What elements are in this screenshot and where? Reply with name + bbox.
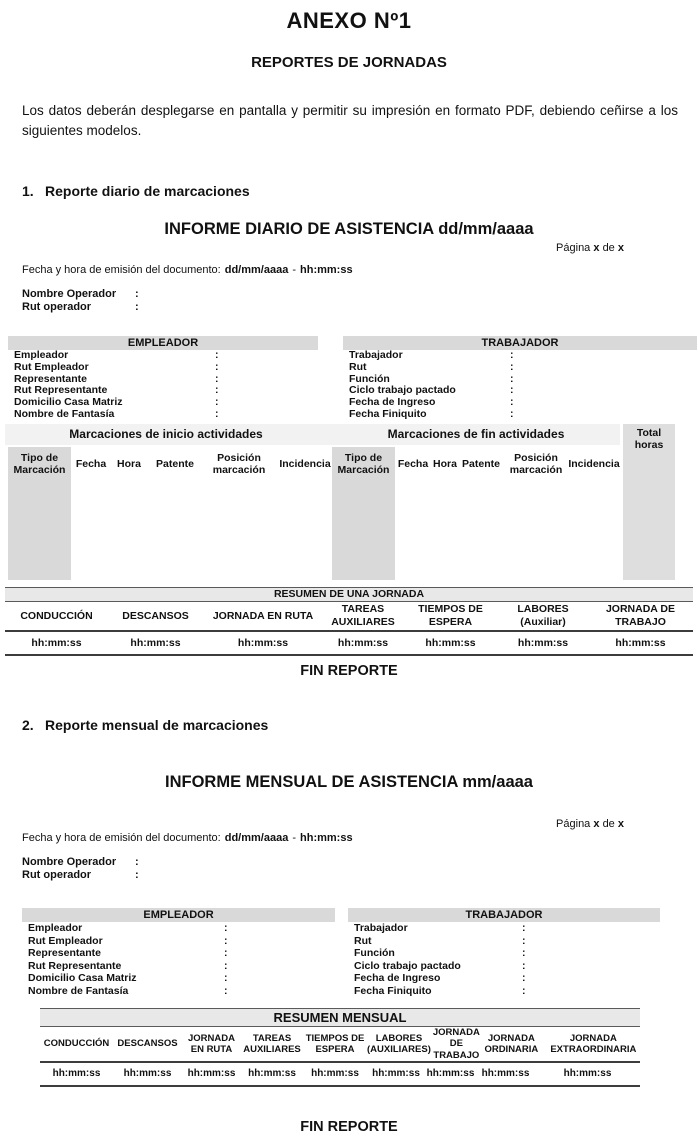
field-row <box>348 985 660 998</box>
value-cell: hh:mm:ss <box>426 1068 475 1079</box>
emission-label: Fecha y hora de emisión del documento: <box>22 832 221 844</box>
field-label: Ciclo trabajo pactado <box>349 384 456 397</box>
field-row <box>22 960 335 973</box>
colon: : <box>224 984 228 997</box>
section1-emission-line <box>22 264 353 276</box>
colon: : <box>224 959 228 972</box>
emission-time: hh:mm:ss <box>300 832 353 844</box>
colon: : <box>522 947 526 959</box>
column-header: CONDUCCIÓN <box>43 1038 110 1050</box>
field-label: Fecha Finiquito <box>354 984 432 997</box>
column-header-fecha: Fecha <box>397 457 429 470</box>
colon: : <box>510 360 514 373</box>
section2-emission-line <box>22 832 353 844</box>
colon: : <box>224 972 228 984</box>
value-cell: hh:mm:ss <box>248 1068 296 1079</box>
field-label: Rut Empleador <box>14 360 89 373</box>
value-cell: hh:mm:ss <box>372 1068 420 1079</box>
field-label: Rut Representante <box>28 959 122 972</box>
trabajador-panel-title: TRABAJADOR <box>348 908 660 922</box>
column-header: TIEMPOS DE ESPERA <box>418 603 483 628</box>
field-row <box>343 350 697 362</box>
column-header: JORNADA DE TRABAJO <box>605 603 676 628</box>
section2-heading <box>22 717 268 733</box>
colon: : <box>522 922 526 934</box>
field-row <box>8 409 318 421</box>
field-label: Ciclo trabajo pactado <box>354 959 461 972</box>
field-row <box>348 972 660 985</box>
field-label: Fecha Finiquito <box>349 407 427 420</box>
trabajador-panel <box>348 908 660 997</box>
trabajador-panel-title: TRABAJADOR <box>343 336 697 350</box>
operator-rut-label: Rut operador <box>22 869 92 881</box>
intro-paragraph: Los datos deberán desplegarse en pantalla y permitir su impresión en formato PDF, debiendo ceñirse a los siguientes modelos. <box>22 103 678 138</box>
section1-report-title: INFORME DIARIO DE ASISTENCIA dd/mm/aaaa <box>164 220 534 238</box>
operator-name-label: Nombre Operador <box>22 856 117 868</box>
field-label: Rut <box>349 360 367 373</box>
column-header-fecha: Fecha <box>75 457 107 470</box>
colon: : <box>522 959 526 972</box>
value-cell: hh:mm:ss <box>311 1068 359 1079</box>
page-number: x <box>593 818 600 830</box>
field-row <box>22 985 335 998</box>
field-label: Domicilio Casa Matriz <box>14 396 123 409</box>
section1-pagination <box>556 242 624 254</box>
value-cell: hh:mm:ss <box>481 1068 530 1079</box>
section1-operator-block <box>22 288 139 314</box>
resumen-jornada-title: RESUMEN DE UNA JORNADA <box>5 587 693 602</box>
colon: : <box>215 372 219 385</box>
field-label: Empleador <box>14 349 69 361</box>
colon: : <box>215 396 219 409</box>
colon: : <box>510 372 514 385</box>
page-number: x <box>593 242 600 254</box>
field-label: Rut <box>354 934 372 947</box>
column-header: TAREAS AUXILIARES <box>331 603 395 628</box>
field-row <box>22 972 335 985</box>
column-header: JORNADA EN RUTA <box>188 1032 235 1055</box>
colon: : <box>522 972 526 984</box>
pagina-label: Página <box>556 818 591 830</box>
field-label: Domicilio Casa Matriz <box>28 972 137 984</box>
field-label: Nombre de Fantasía <box>14 407 115 420</box>
colon: : <box>224 922 228 934</box>
resumen-mensual-table <box>40 1008 640 1087</box>
field-row <box>348 960 660 973</box>
resumen-jornada-values-row <box>5 632 693 656</box>
colon: : <box>224 934 228 947</box>
section1-heading-label: Reporte diario de marcaciones <box>45 183 250 199</box>
marcaciones-table <box>5 424 695 580</box>
value-cell: hh:mm:ss <box>52 1068 101 1079</box>
field-row <box>22 935 335 948</box>
empleador-panel-title: EMPLEADOR <box>8 336 318 350</box>
de-label: de <box>602 242 615 254</box>
colon: : <box>135 869 139 881</box>
column-header: JORNADA EN RUTA <box>212 609 314 622</box>
colon: : <box>215 360 219 373</box>
tipo-marcacion-column-inicio: Tipo de Marcación <box>8 447 71 580</box>
colon: : <box>510 384 514 397</box>
column-header-hora: Hora <box>433 457 457 470</box>
page-total: x <box>617 818 624 830</box>
resumen-mensual-values-row <box>40 1063 640 1087</box>
value-cell: hh:mm:ss <box>337 636 389 649</box>
section1-heading <box>22 183 250 199</box>
column-header: LABORES (AUXILIARES) <box>367 1032 431 1055</box>
operator-rut-row <box>22 869 139 882</box>
section2-operator-block <box>22 856 139 882</box>
total-horas-column: Total horas <box>623 424 675 580</box>
section2-number: 2. <box>22 717 34 733</box>
empleador-panel <box>8 336 318 421</box>
colon: : <box>522 934 526 947</box>
value-cell: hh:mm:ss <box>425 636 476 649</box>
field-row <box>343 362 697 374</box>
field-label: Empleador <box>28 922 83 934</box>
resumen-mensual-title: RESUMEN MENSUAL <box>40 1008 640 1027</box>
empleador-panel <box>22 908 335 997</box>
field-row <box>22 947 335 960</box>
emission-date: dd/mm/aaaa <box>224 264 289 276</box>
operator-name-label: Nombre Operador <box>22 288 117 300</box>
resumen-jornada-table <box>5 587 693 656</box>
value-cell: hh:mm:ss <box>31 636 82 649</box>
field-row <box>22 922 335 935</box>
column-header: DESCANSOS <box>117 1038 178 1050</box>
marcaciones-inicio-title: Marcaciones de inicio actividades <box>69 427 263 441</box>
resumen-mensual-header-row <box>40 1027 640 1063</box>
column-header: JORNADA EXTRAORDINARIA <box>550 1032 637 1055</box>
colon: : <box>215 384 219 397</box>
emission-time: hh:mm:ss <box>300 264 353 276</box>
field-label: Rut Empleador <box>28 934 103 947</box>
colon: : <box>510 407 514 420</box>
colon: : <box>215 407 219 420</box>
page-total: x <box>617 242 624 254</box>
field-label: Función <box>354 947 395 959</box>
fin-reporte-2: FIN REPORTE <box>300 1119 398 1135</box>
field-label: Trabajador <box>349 349 403 361</box>
colon: : <box>510 396 514 409</box>
marcaciones-fin-title: Marcaciones de fin actividades <box>387 427 565 441</box>
column-header: JORNADA ORDINARIA <box>484 1032 539 1055</box>
section2-heading-label: Reporte mensual de marcaciones <box>45 717 269 733</box>
colon: : <box>135 856 139 868</box>
value-cell: hh:mm:ss <box>237 636 289 649</box>
resumen-jornada-header-row <box>5 602 693 632</box>
operator-name-row <box>22 856 139 869</box>
value-cell: hh:mm:ss <box>130 636 181 649</box>
column-header-incidencia: Incidencia <box>568 457 620 470</box>
column-header: TAREAS AUXILIARES <box>243 1032 301 1055</box>
tipo-marcacion-column-fin: Tipo de Marcación <box>332 447 395 580</box>
operator-rut-label: Rut operador <box>22 301 92 313</box>
emission-separator: - <box>292 832 296 844</box>
operator-name-row <box>22 288 139 301</box>
column-header-posicion: Posición marcación <box>212 451 266 476</box>
field-label: Trabajador <box>354 922 408 934</box>
column-header-patente: Patente <box>156 457 194 470</box>
de-label: de <box>602 818 615 830</box>
column-header-posicion: Posición marcación <box>509 451 563 476</box>
field-label: Rut Representante <box>14 384 108 397</box>
field-label: Nombre de Fantasía <box>28 984 129 997</box>
field-row <box>343 409 697 421</box>
value-cell: hh:mm:ss <box>187 1068 236 1079</box>
column-header-patente: Patente <box>462 457 500 470</box>
section2-pagination <box>556 818 624 830</box>
trabajador-panel <box>343 336 697 421</box>
column-header: JORNADA DE TRABAJO <box>432 1026 480 1061</box>
field-row <box>348 922 660 935</box>
document-subtitle: REPORTES DE JORNADAS <box>251 54 447 71</box>
column-header: CONDUCCIÓN <box>20 609 93 622</box>
value-cell: hh:mm:ss <box>517 636 569 649</box>
fin-reporte-1: FIN REPORTE <box>300 663 398 679</box>
operator-rut-row <box>22 301 139 314</box>
value-cell: hh:mm:ss <box>123 1068 172 1079</box>
colon: : <box>510 349 514 361</box>
emission-label: Fecha y hora de emisión del documento: <box>22 264 221 276</box>
column-header-hora: Hora <box>117 457 141 470</box>
field-label: Representante <box>28 947 101 959</box>
field-label: Fecha de Ingreso <box>354 972 441 984</box>
field-label: Función <box>349 372 390 385</box>
column-header: DESCANSOS <box>122 609 189 622</box>
empleador-panel-title: EMPLEADOR <box>22 908 335 922</box>
value-cell: hh:mm:ss <box>615 636 666 649</box>
section1-number: 1. <box>22 183 34 199</box>
emission-date: dd/mm/aaaa <box>224 832 289 844</box>
colon: : <box>224 947 228 959</box>
value-cell: hh:mm:ss <box>563 1068 612 1079</box>
colon: : <box>135 301 139 313</box>
section2-report-title: INFORME MENSUAL DE ASISTENCIA mm/aaaa <box>165 773 533 791</box>
emission-separator: - <box>292 264 296 276</box>
field-label: Representante <box>14 372 87 385</box>
document-title: ANEXO Nº1 <box>286 8 412 33</box>
colon: : <box>215 349 219 361</box>
field-row <box>8 362 318 374</box>
field-row <box>348 947 660 960</box>
column-header: LABORES (Auxiliar) <box>517 603 569 628</box>
column-header: TIEMPOS DE ESPERA <box>305 1032 365 1055</box>
pagina-label: Página <box>556 242 591 254</box>
field-row <box>348 935 660 948</box>
colon: : <box>522 984 526 997</box>
colon: : <box>135 288 139 300</box>
column-header-incidencia: Incidencia <box>279 457 331 470</box>
field-label: Fecha de Ingreso <box>349 396 436 409</box>
